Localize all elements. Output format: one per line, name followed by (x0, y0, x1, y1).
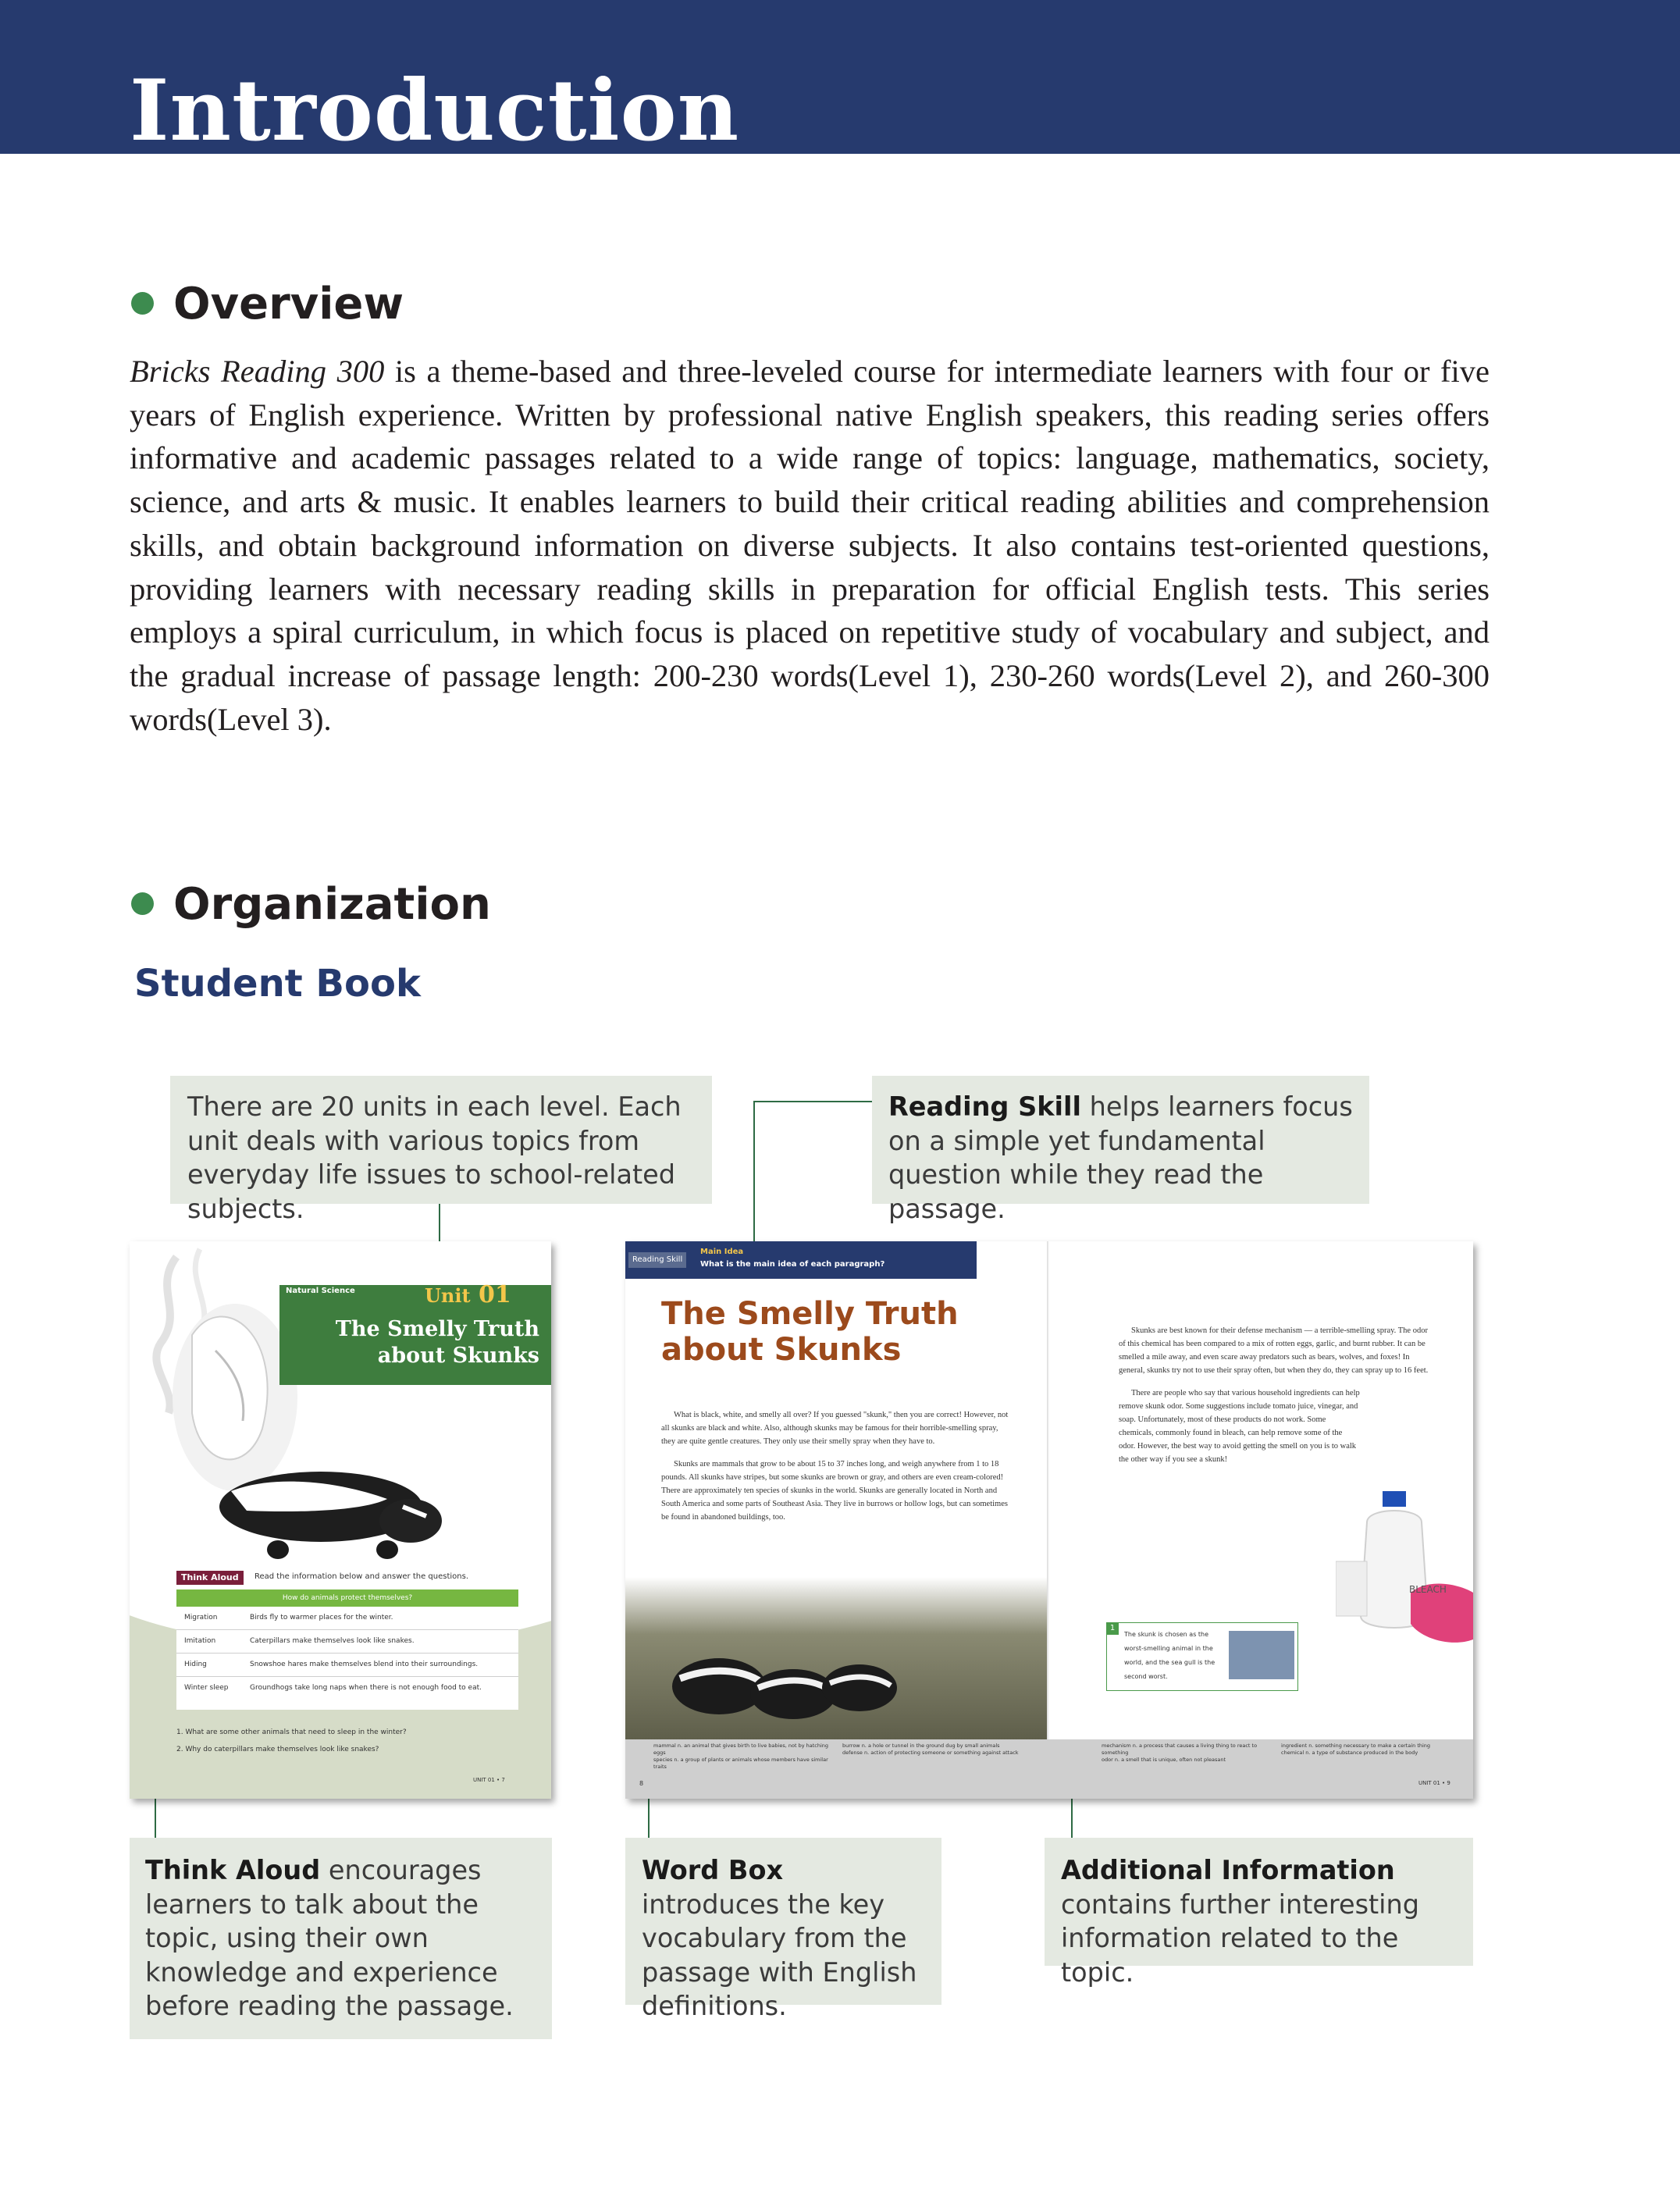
spread-skill-name: Main Idea (700, 1248, 744, 1256)
info-text: The skunk is chosen as the worst-smelling animal in the world, and the sea gull is the second worst. (1124, 1631, 1216, 1680)
spread-skill-question: What is the main idea of each paragraph? (700, 1260, 885, 1269)
spread-title-line2: about Skunks (661, 1332, 902, 1368)
cover-row-text: Caterpillars make themselves look like snakes. (250, 1637, 415, 1645)
word-box-callout (625, 1838, 941, 2021)
spread-page-right: UNIT 01 • 9 (1418, 1780, 1450, 1786)
overview-paragraph (130, 350, 1490, 741)
cover-unit-label: Unit (425, 1284, 471, 1307)
cover-table (176, 1589, 518, 1710)
spread-paragraph: Skunks are mammals that grow to be about 15 to 37 inches long, and weigh anywhere from 1 to 18 pounds. All skunks have stripes, but some skunks are brown or gray, and others are even cream-colored! There are approximately ten species of skunks in the world. Skunks are generally located in North and South America and some parts of Southeast Asia. They live in burrows or hollow logs, but can sometimes be found in abandoned buildings, too. (661, 1460, 1008, 1522)
overview-bullet-icon (131, 292, 154, 315)
think-aloud-callout (130, 1838, 552, 2039)
additional-info-box (1106, 1622, 1298, 1691)
page-title: Introduction (130, 62, 740, 160)
cover-row-label: Winter sleep (184, 1684, 229, 1692)
spread-paragraph: There are people who say that various household ingredients can help remove skunk odor. Some suggestions include tomato juice, vinegar, and soap. Unfortunately, most of these products do not work. Some chemicals, commonly found in bleach, can help remove some of the odor. However, the best way to avoid getting the smell on you is to walk the other way if you see a skunk! (1119, 1389, 1360, 1464)
reading-skill-callout (872, 1076, 1369, 1224)
cover-row-text: Groundhogs take long naps when there is not enough food to eat. (250, 1684, 482, 1692)
spread-title (661, 1296, 959, 1368)
cover-table-row (176, 1630, 518, 1654)
word-box-entry: burrow n. a hole or tunnel in the ground dug by small animals (842, 1743, 1000, 1749)
cover-row-label: Migration (184, 1614, 218, 1622)
units-callout-text: There are 20 units in each level. Each unit deals with various topics from everyday life issues to school-related subjects. (187, 1091, 682, 1224)
cover-page-footer: UNIT 01 • 7 (473, 1777, 505, 1783)
word-box-left-col1 (653, 1743, 838, 1771)
word-box-entry: mammal n. an animal that gives birth to live babies, not by hatching eggs (653, 1743, 829, 1756)
additional-info-callout (1045, 1838, 1473, 1988)
organization-heading: Organization (173, 879, 491, 930)
word-box-entry: ingredient n. something necessary to make a certain thing (1281, 1743, 1431, 1749)
overview-body: is a theme-based and three-leveled course for intermediate learners with four or five years of English experience. Written by professional native English speakers, this reading series offers informative and academic passages related to a wide range of topics: language, mathematics, society, science, and arts & music. It enables learners to build their critical reading abilities and comprehension skills, and obtain background information on diverse subjects. It also contains test-oriented questions, providing learners with necessary reading skills in preparation for official English tests. This series employs a spiral curriculum, in which focus is placed on repetitive study of vocabulary and subject, and the gradual increase of passage length: 200-230 words(Level 1), 230-260 words(Level 2), and 260-300 words(Level 3). (130, 354, 1490, 737)
cover-question: 1. What are some other animals that need to sleep in the winter? (176, 1728, 407, 1736)
bleach-photo (1336, 1476, 1473, 1647)
spread-right-text (1119, 1324, 1431, 1466)
spread-title-line1: The Smelly Truth (661, 1296, 959, 1332)
skunks-photo (625, 1577, 1047, 1741)
cover-table-row (176, 1677, 518, 1700)
cover-title (286, 1316, 539, 1369)
info-number: 1 (1106, 1622, 1119, 1635)
word-box-term: Word Box (642, 1855, 784, 1885)
bleach-label: BLEACH (1409, 1584, 1447, 1595)
additional-info-term: Additional Information (1061, 1855, 1395, 1885)
overview-heading: Overview (173, 279, 404, 329)
spread-skill-badge: Reading Skill (628, 1252, 686, 1268)
cover-category: Natural Science (286, 1287, 355, 1295)
spread-paragraph: What is black, white, and smelly all over? If you guessed "skunk," then you are correct! However, not all skunks are black and white. Also, although skunks may be famous for their horrible-smelling spray, they are quite gentle creatures. They only use their smelly spray when they have to. (661, 1411, 1009, 1446)
organization-bullet-icon (131, 892, 154, 915)
book-cover-page (130, 1241, 551, 1799)
word-box-text: introduces the key vocabulary from the passage with English definitions. (642, 1889, 917, 2021)
cover-row-label: Imitation (184, 1637, 216, 1645)
reading-skill-term: Reading Skill (888, 1091, 1081, 1122)
student-book-heading: Student Book (134, 962, 421, 1006)
word-box-entry: odor n. a smell that is unique, often not pleasant (1102, 1757, 1226, 1763)
think-aloud-term: Think Aloud (145, 1855, 321, 1885)
cover-title-line2: about Skunks (377, 1344, 539, 1368)
cover-table-header: How do animals protect themselves? (176, 1589, 518, 1607)
cover-think-aloud-instruction: Read the information below and answer the questions. (254, 1572, 469, 1581)
reading-skill-text: helps learners focus on a simple yet fundamental question while they read the passage. (888, 1091, 1353, 1224)
cover-title-line1: The Smelly Truth (335, 1317, 539, 1341)
word-box-entry: species n. a group of plants or animals whose members have similar traits (653, 1757, 828, 1770)
think-aloud-text: encourages learners to talk about the topic, using their own knowledge and experience before reading the passage. (145, 1855, 514, 2021)
spread-page-left: 8 (639, 1780, 644, 1787)
reading-skill-connector-h (753, 1101, 872, 1102)
cover-table-row (176, 1607, 518, 1630)
spread-paragraph: Skunks are best known for their defense mechanism — a terrible-smelling spray. The odor of this chemical has been compared to a mix of rotten eggs, garlic, and burnt rubber. It can be smelled a mile away, and even scare away predators such as bears, wolves, and foxes! In general, skunks try not to use their spray often, but when they do, they can spray up to 16 feet. (1119, 1326, 1429, 1375)
spread-fold (1047, 1241, 1049, 1799)
cover-table-row (176, 1654, 518, 1677)
word-box-left-col2 (842, 1743, 1030, 1757)
word-box-right-col2 (1281, 1743, 1461, 1757)
cover-row-text: Birds fly to warmer places for the winter. (250, 1614, 393, 1622)
cover-row-text: Snowshoe hares make themselves blend into their surroundings. (250, 1661, 479, 1668)
seagull-photo (1229, 1631, 1294, 1679)
word-box-entry: chemical n. a type of substance produced in the body (1281, 1750, 1418, 1756)
word-box-right-col1 (1102, 1743, 1265, 1764)
book-title: Bricks Reading 300 (130, 354, 385, 389)
spread-left-text (661, 1408, 1013, 1524)
book-spread (625, 1241, 1473, 1799)
word-box-entry: mechanism n. a process that causes a living thing to react to something (1102, 1743, 1258, 1756)
reading-skill-connector-v (753, 1101, 755, 1261)
cover-think-aloud-badge: Think Aloud (176, 1571, 244, 1585)
cover-unit (425, 1283, 511, 1307)
units-callout (170, 1076, 712, 1224)
cover-row-label: Hiding (184, 1661, 207, 1668)
additional-info-text: contains further interesting information related to the topic. (1061, 1889, 1419, 1988)
word-box-entry: defense n. action of protecting someone or something against attack (842, 1750, 1019, 1756)
cover-question: 2. Why do caterpillars make themselves look like snakes? (176, 1746, 379, 1753)
cover-unit-number: 01 (479, 1281, 511, 1308)
